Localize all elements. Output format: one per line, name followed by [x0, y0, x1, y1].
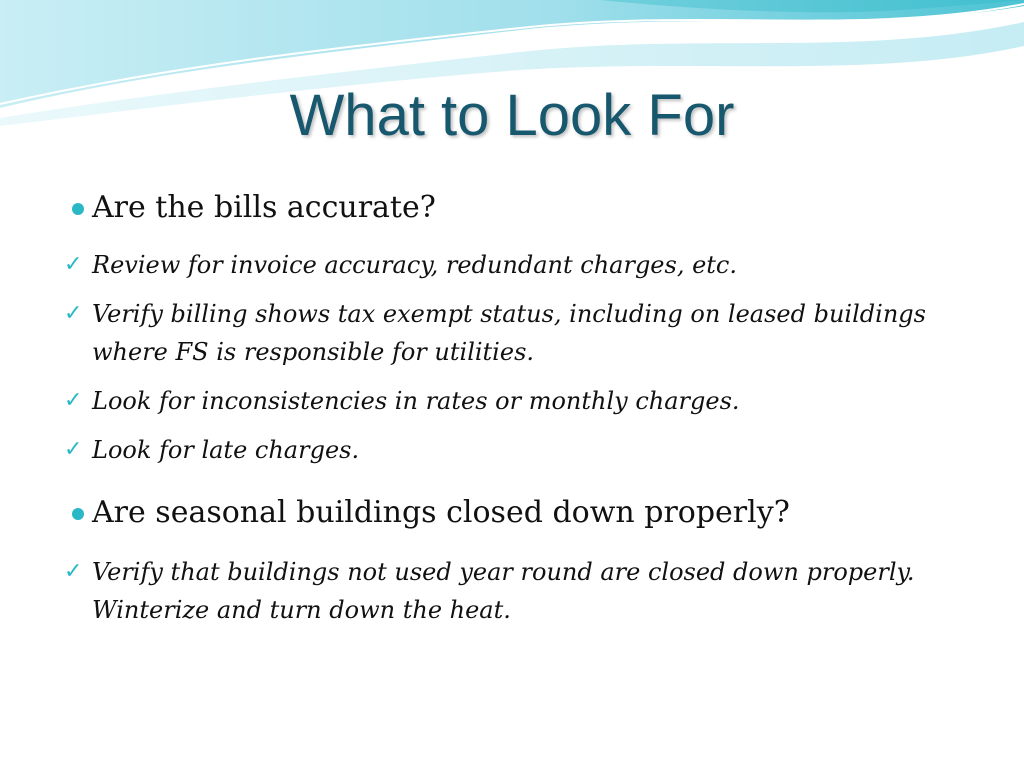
bullet-item — [62, 188, 962, 228]
sub-list — [62, 553, 962, 629]
sub-item-text: Look for inconsistencies in rates or monthly charges. — [92, 387, 740, 415]
slide-body — [62, 188, 962, 640]
slide-title: What to Look For — [289, 83, 735, 148]
sub-item-text: Look for late charges. — [92, 436, 360, 464]
sub-item — [62, 246, 962, 284]
check-mark-icon: ✓ — [64, 252, 83, 277]
bullet-dot-icon — [72, 508, 84, 520]
sub-item-text: Review for invoice accuracy, redundant charges, etc. — [92, 251, 737, 279]
bullet-text: Are the bills accurate? — [92, 190, 436, 225]
check-mark-icon: ✓ — [64, 388, 83, 413]
sub-item — [62, 553, 962, 629]
bullet-dot-icon — [72, 203, 84, 215]
sub-item — [62, 295, 962, 371]
sub-item-text: Verify that buildings not used year round are closed down properly. Winterize and turn down the heat. — [92, 558, 915, 624]
sub-item — [62, 431, 962, 469]
bullet-item — [62, 493, 962, 533]
check-mark-icon: ✓ — [64, 437, 83, 462]
sub-item — [62, 382, 962, 420]
sub-item-text: Verify billing shows tax exempt status, including on leased buildings where FS is responsible for utilities. — [92, 300, 926, 366]
check-mark-icon: ✓ — [64, 559, 83, 584]
check-mark-icon: ✓ — [64, 301, 83, 326]
sub-list — [62, 246, 962, 469]
bullet-text: Are seasonal buildings closed down properly? — [92, 495, 790, 530]
